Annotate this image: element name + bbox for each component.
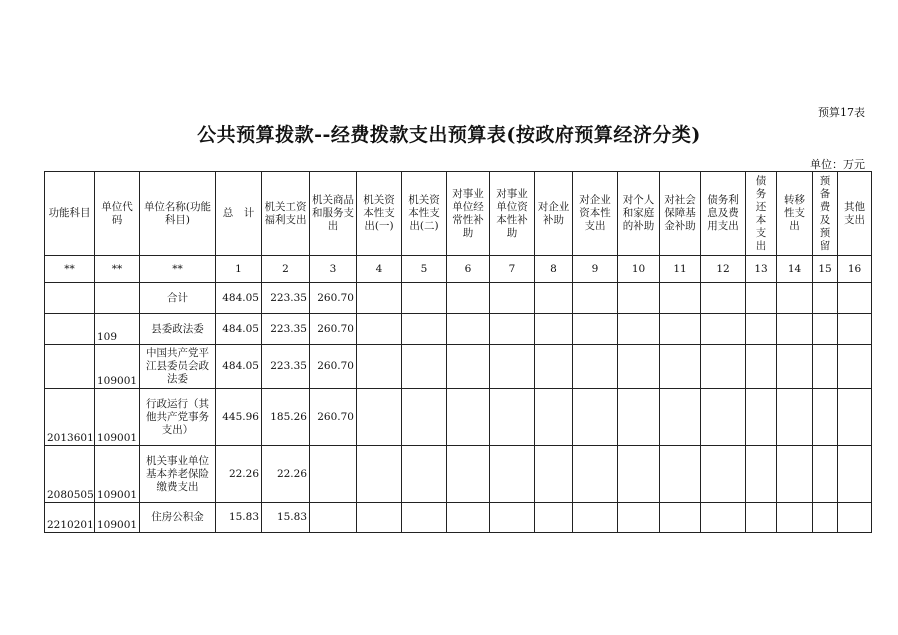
empty-cell	[357, 446, 402, 503]
empty-cell	[838, 389, 872, 446]
empty-cell	[535, 283, 573, 314]
empty-cell	[777, 503, 813, 533]
wages-welfare-cell: 185.26	[262, 389, 310, 446]
empty-cell	[573, 389, 618, 446]
empty-cell	[660, 389, 701, 446]
table-row	[45, 446, 872, 503]
column-number: **	[45, 256, 95, 283]
empty-cell	[490, 446, 535, 503]
empty-cell	[357, 503, 402, 533]
empty-cell	[447, 283, 490, 314]
column-header: 单位名称(功能科目)	[140, 172, 216, 256]
empty-cell	[660, 503, 701, 533]
unit-name-cell: 县委政法委	[140, 314, 216, 345]
empty-cell	[402, 446, 447, 503]
column-header: 其他支出	[838, 172, 872, 256]
wages-welfare-cell: 15.83	[262, 503, 310, 533]
total-cell: 484.05	[216, 345, 262, 389]
empty-cell	[813, 314, 838, 345]
empty-cell	[701, 283, 746, 314]
table-row	[45, 345, 872, 389]
goods-services-cell: 260.70	[310, 389, 357, 446]
empty-cell	[813, 503, 838, 533]
goods-services-cell	[310, 503, 357, 533]
column-number: 14	[777, 256, 813, 283]
empty-cell	[402, 345, 447, 389]
empty-cell	[357, 345, 402, 389]
unit-name-cell: 行政运行（其他共产党事务支出）	[140, 389, 216, 446]
empty-cell	[618, 389, 660, 446]
empty-cell	[660, 345, 701, 389]
column-header-text: 预备费及预留	[819, 174, 831, 252]
column-header-row	[45, 172, 872, 256]
column-number: 8	[535, 256, 573, 283]
column-number: 6	[447, 256, 490, 283]
unit-code-cell	[95, 283, 140, 314]
empty-cell	[618, 314, 660, 345]
function-code-cell: 2210201	[45, 503, 95, 533]
wages-welfare-cell: 223.35	[262, 345, 310, 389]
empty-cell	[490, 345, 535, 389]
column-header: 总 计	[216, 172, 262, 256]
column-header: 对事业单位资本性补助	[490, 172, 535, 256]
empty-cell	[447, 446, 490, 503]
empty-cell	[838, 314, 872, 345]
table-row	[45, 503, 872, 533]
column-number-row	[45, 256, 872, 283]
empty-cell	[535, 314, 573, 345]
column-number: 13	[746, 256, 777, 283]
column-number: 12	[701, 256, 746, 283]
empty-cell	[573, 283, 618, 314]
empty-cell	[777, 314, 813, 345]
column-number: 15	[813, 256, 838, 283]
wages-welfare-cell: 22.26	[262, 446, 310, 503]
unit-code-cell: 109001	[95, 389, 140, 446]
column-number: **	[140, 256, 216, 283]
unit-name-cell: 机关事业单位基本养老保险缴费支出	[140, 446, 216, 503]
budget-table-number: 预算17表	[818, 106, 865, 119]
goods-services-cell: 260.70	[310, 345, 357, 389]
empty-cell	[746, 283, 777, 314]
empty-cell	[701, 389, 746, 446]
table-row	[45, 389, 872, 446]
unit-name-cell: 中国共产党平江县委员会政法委	[140, 345, 216, 389]
empty-cell	[777, 389, 813, 446]
empty-cell	[701, 503, 746, 533]
empty-cell	[402, 503, 447, 533]
column-number: 9	[573, 256, 618, 283]
column-header: 对企业资本性支出	[573, 172, 618, 256]
empty-cell	[813, 389, 838, 446]
empty-cell	[777, 446, 813, 503]
empty-cell	[813, 345, 838, 389]
column-header	[746, 172, 777, 256]
empty-cell	[701, 345, 746, 389]
column-number: 5	[402, 256, 447, 283]
unit-code-cell: 109001	[95, 446, 140, 503]
unit-code-cell: 109001	[95, 503, 140, 533]
column-header: 对个人和家庭的补助	[618, 172, 660, 256]
empty-cell	[838, 283, 872, 314]
column-number: 11	[660, 256, 701, 283]
function-code-cell	[45, 345, 95, 389]
page-title: 公共预算拨款--经费拨款支出预算表(按政府预算经济分类)	[197, 124, 701, 146]
goods-services-cell	[310, 446, 357, 503]
table-row	[45, 314, 872, 345]
empty-cell	[618, 283, 660, 314]
function-code-cell: 2080505	[45, 446, 95, 503]
column-header: 单位代码	[95, 172, 140, 256]
column-header: 机关商品和服务支出	[310, 172, 357, 256]
total-cell: 484.05	[216, 283, 262, 314]
empty-cell	[746, 314, 777, 345]
empty-cell	[573, 446, 618, 503]
empty-cell	[402, 314, 447, 345]
column-number: 10	[618, 256, 660, 283]
column-number: 1	[216, 256, 262, 283]
column-header: 机关工资福利支出	[262, 172, 310, 256]
empty-cell	[660, 446, 701, 503]
empty-cell	[573, 503, 618, 533]
empty-cell	[746, 446, 777, 503]
empty-cell	[701, 314, 746, 345]
unit-label: 单位：万元	[810, 158, 865, 171]
empty-cell	[746, 345, 777, 389]
column-header: 功能科目	[45, 172, 95, 256]
column-header	[813, 172, 838, 256]
empty-cell	[701, 446, 746, 503]
wages-welfare-cell: 223.35	[262, 283, 310, 314]
total-cell: 445.96	[216, 389, 262, 446]
column-number: 4	[357, 256, 402, 283]
empty-cell	[660, 283, 701, 314]
empty-cell	[357, 389, 402, 446]
empty-cell	[573, 345, 618, 389]
function-code-cell: 2013601	[45, 389, 95, 446]
column-header: 对事业单位经常性补助	[447, 172, 490, 256]
total-cell: 15.83	[216, 503, 262, 533]
column-number: **	[95, 256, 140, 283]
empty-cell	[535, 503, 573, 533]
column-number: 7	[490, 256, 535, 283]
empty-cell	[447, 503, 490, 533]
column-header: 机关资本性支出(二)	[402, 172, 447, 256]
column-number: 16	[838, 256, 872, 283]
empty-cell	[777, 283, 813, 314]
column-header: 机关资本性支出(一)	[357, 172, 402, 256]
empty-cell	[490, 314, 535, 345]
budget-table	[44, 171, 872, 533]
total-cell: 484.05	[216, 314, 262, 345]
goods-services-cell: 260.70	[310, 314, 357, 345]
function-code-cell	[45, 314, 95, 345]
function-code-cell	[45, 283, 95, 314]
empty-cell	[573, 314, 618, 345]
column-header: 债务利息及费用支出	[701, 172, 746, 256]
table-row	[45, 283, 872, 314]
empty-cell	[838, 446, 872, 503]
total-cell: 22.26	[216, 446, 262, 503]
empty-cell	[618, 446, 660, 503]
unit-code-cell: 109	[95, 314, 140, 345]
empty-cell	[813, 283, 838, 314]
empty-cell	[535, 389, 573, 446]
empty-cell	[490, 283, 535, 314]
empty-cell	[535, 446, 573, 503]
column-header-text: 债务还本支出	[755, 174, 767, 252]
goods-services-cell: 260.70	[310, 283, 357, 314]
empty-cell	[447, 345, 490, 389]
empty-cell	[746, 503, 777, 533]
empty-cell	[660, 314, 701, 345]
table-body	[45, 283, 872, 533]
empty-cell	[777, 345, 813, 389]
empty-cell	[838, 345, 872, 389]
empty-cell	[490, 503, 535, 533]
column-header: 对企业补助	[535, 172, 573, 256]
empty-cell	[402, 283, 447, 314]
empty-cell	[618, 345, 660, 389]
unit-name-cell: 住房公积金	[140, 503, 216, 533]
empty-cell	[813, 446, 838, 503]
empty-cell	[357, 314, 402, 345]
column-header: 转移性支出	[777, 172, 813, 256]
empty-cell	[447, 389, 490, 446]
column-number: 3	[310, 256, 357, 283]
column-number: 2	[262, 256, 310, 283]
column-header: 对社会保障基金补助	[660, 172, 701, 256]
unit-name-cell: 合计	[140, 283, 216, 314]
empty-cell	[838, 503, 872, 533]
empty-cell	[490, 389, 535, 446]
unit-code-cell: 109001	[95, 345, 140, 389]
empty-cell	[357, 283, 402, 314]
empty-cell	[402, 389, 447, 446]
wages-welfare-cell: 223.35	[262, 314, 310, 345]
empty-cell	[535, 345, 573, 389]
empty-cell	[746, 389, 777, 446]
empty-cell	[618, 503, 660, 533]
empty-cell	[447, 314, 490, 345]
